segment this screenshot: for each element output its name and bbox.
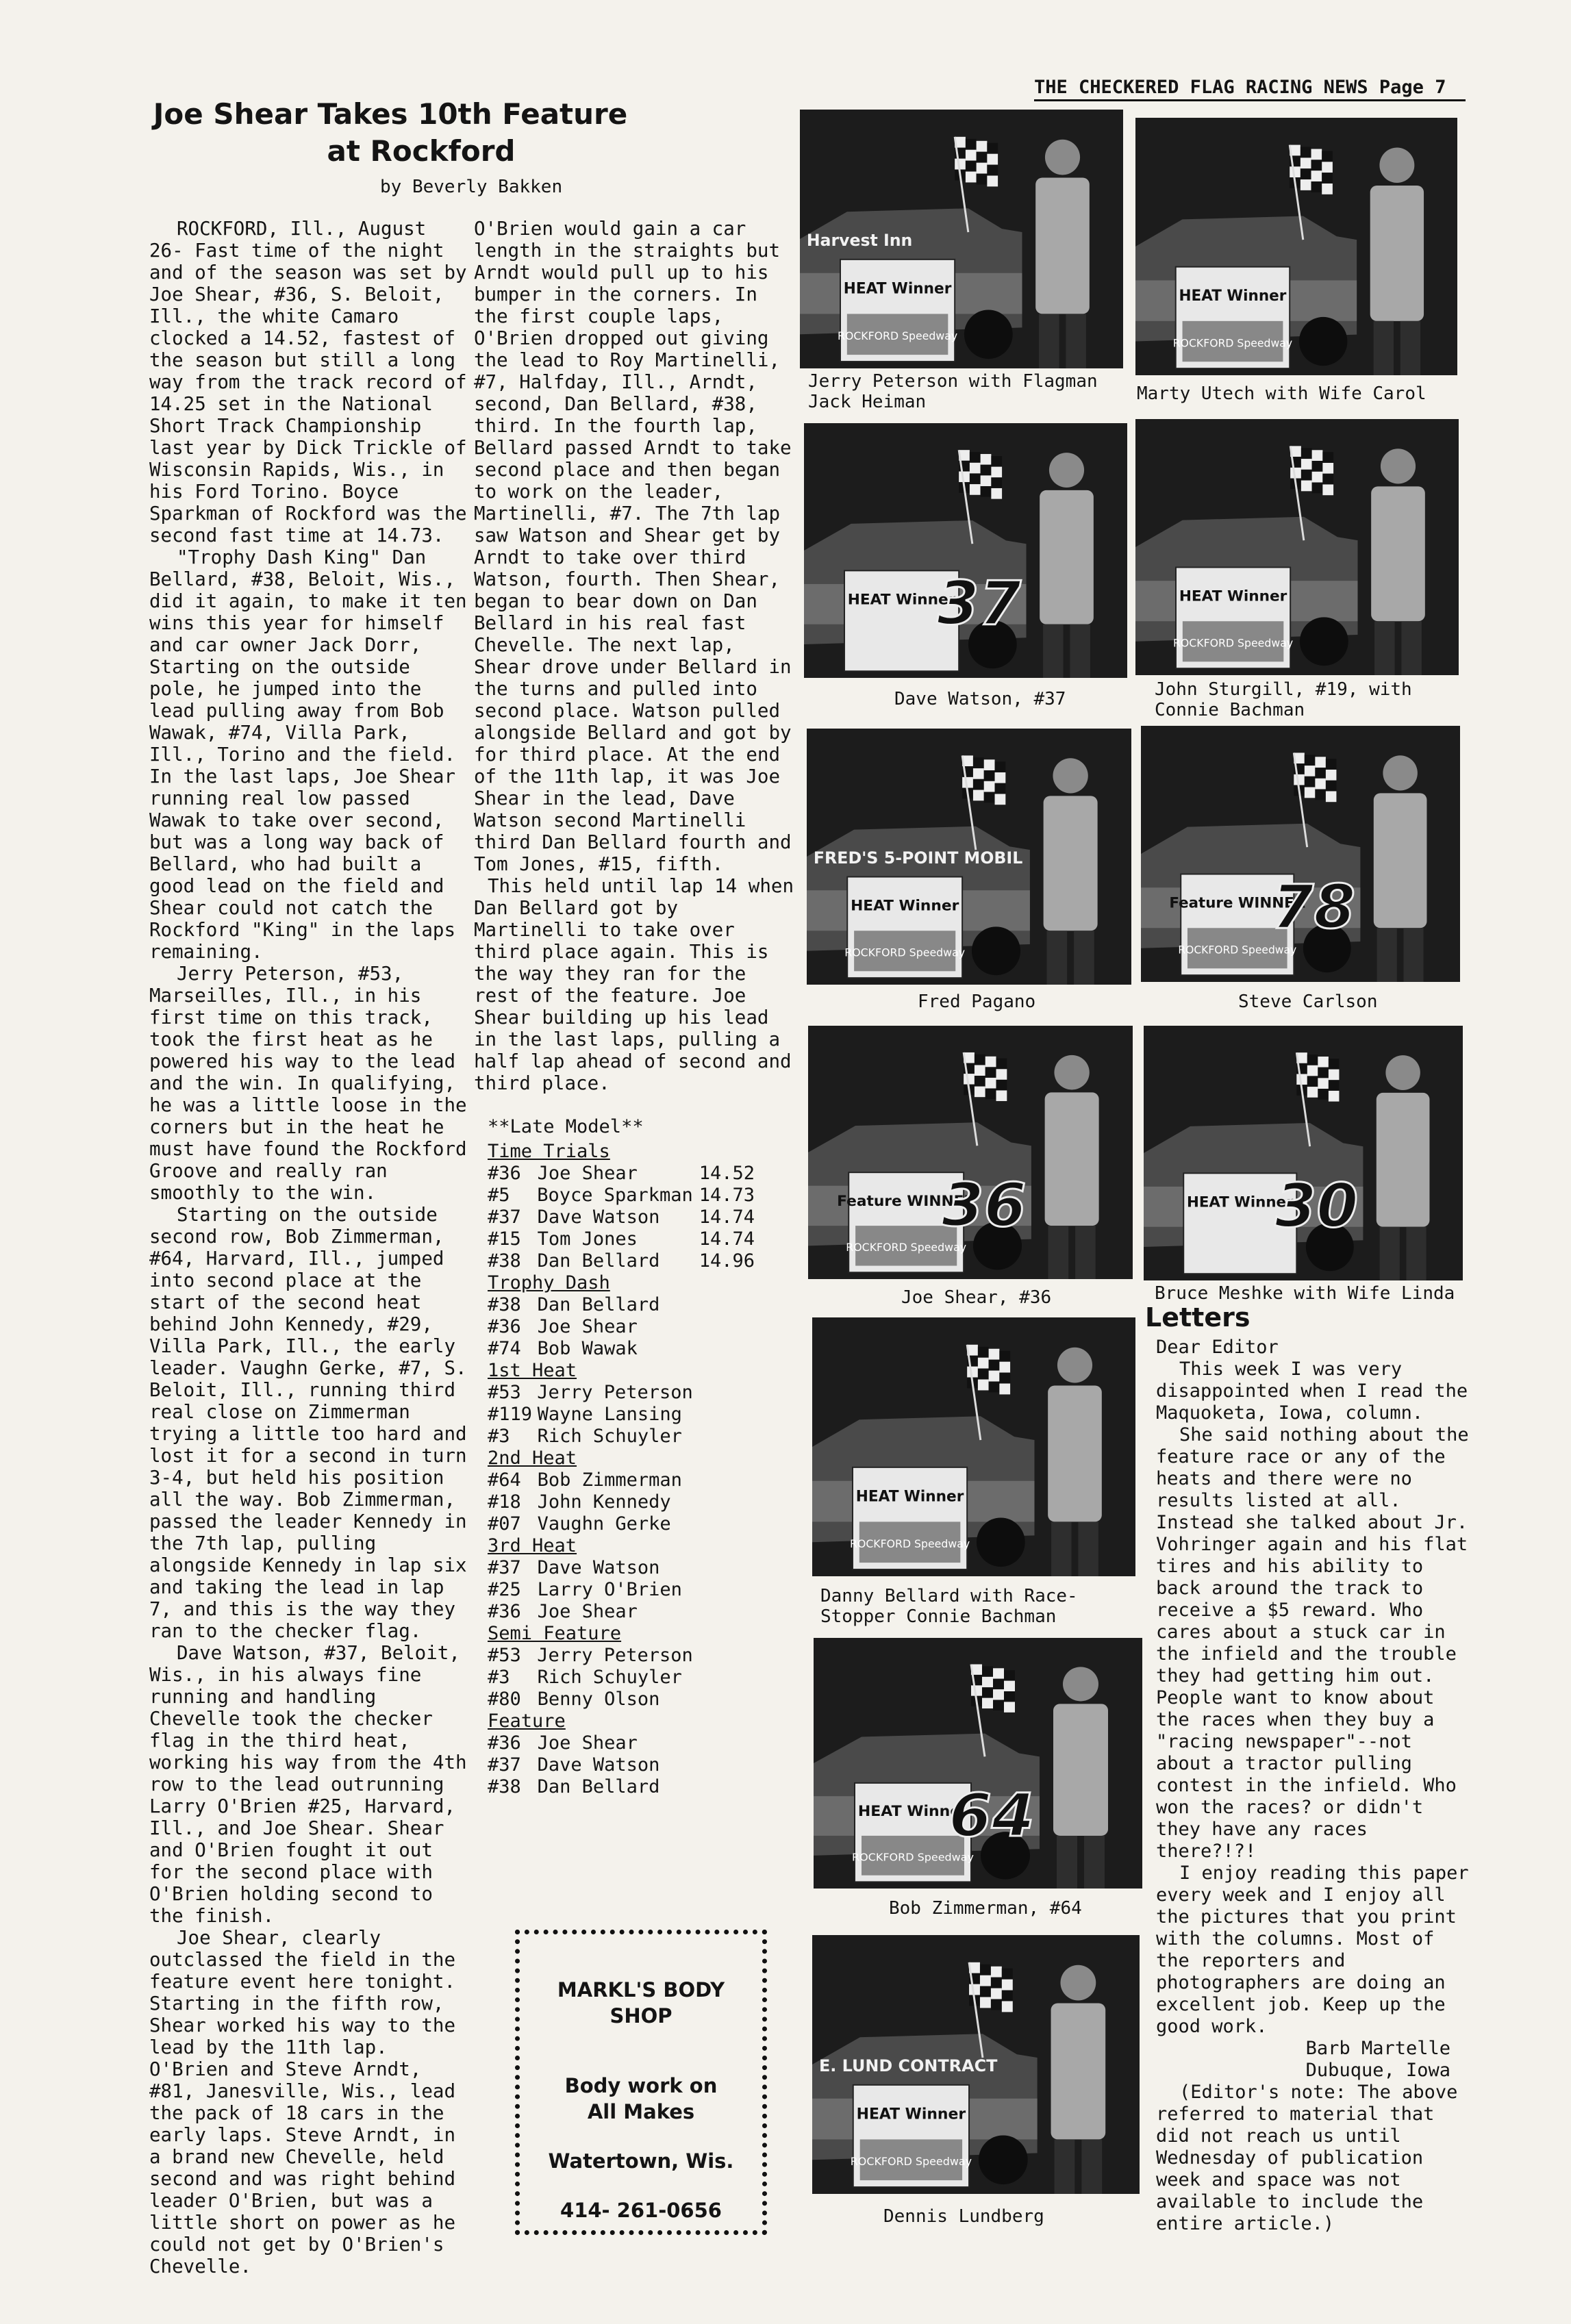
car-number-text: 37	[937, 568, 1022, 639]
article-paragraph: "Trophy Dash King" Dan Bellard, #38, Beloit, Wis., did it again, to make it ten wins this year for himself and car owner Jack Dorr, Starting on the outside pole, he jumped into the lead pulling away from Bob Wawak, #74, Villa Park, Ill., Torino and the field. In the last laps, Joe Shear running real low passed Wawak to take over second, but was a long way back of Bellard, who had built a good lead on the field and Shear could not catch the Rockford "King" in the laps remaining.	[149, 546, 467, 963]
ad-text: SHOP	[609, 2004, 673, 2028]
winner-sign-text: HEAT Winner	[1179, 288, 1287, 305]
article-column-1	[149, 218, 468, 2277]
winner-sign-text: HEAT Winner	[1179, 588, 1287, 605]
results-row	[488, 1645, 755, 1667]
car-sponsor-text: FRED'S 5-POINT MOBIL	[813, 848, 1023, 868]
results-row	[488, 1513, 755, 1535]
car-number-text: 36	[941, 1170, 1027, 1240]
car-number: #37	[488, 1557, 521, 1578]
winner-sign-text: HEAT Winner	[843, 280, 952, 298]
car-number: #18	[488, 1491, 521, 1513]
results-row	[488, 1426, 755, 1448]
photo-caption: Dennis Lundberg	[883, 2206, 1044, 2227]
winner-sign-text: HEAT Winner	[847, 591, 956, 609]
person-body	[1374, 793, 1427, 928]
photo-image	[808, 1026, 1133, 1279]
results-row	[488, 1601, 755, 1623]
person-leg	[1048, 1226, 1069, 1279]
lap-time: 14.74	[699, 1207, 755, 1228]
lap-time	[692, 1579, 755, 1601]
car-number: #53	[488, 1645, 521, 1666]
person-leg	[1403, 928, 1423, 982]
results-row	[488, 1689, 755, 1710]
photo	[1135, 419, 1459, 675]
caption-line: Danny Bellard with Race-	[820, 1586, 1078, 1606]
letter-paragraph: She said nothing about the feature race or any of the heats and there were no results listed at all. Instead she talked about Jr. Vohringer again and his flat tires and his ability to back around the track to receive a $5 reward. Who cares about a stuck car in the infield and the trouble they had getting him out. People want to know about the races when they buy a "racing newspaper"--not about a tractor pulling contest in the infield. Who won the races? or didn't they have any races there?!?!	[1156, 1424, 1469, 1862]
person-leg	[1380, 1227, 1400, 1280]
person-leg	[1057, 1836, 1077, 1889]
letter-paragraph: I enjoy reading this paper every week and I enjoy all the pictures that you print with the columns. Most of the reporters and photographers are doing an excellent job. Keep up the good work.	[1156, 1862, 1469, 2037]
results-row	[488, 1491, 755, 1513]
car-number: #36	[488, 1316, 521, 1337]
driver-name: Wayne Lansing	[537, 1404, 682, 1425]
byline: by Beverly Bakken	[380, 177, 563, 197]
caption-line: John Sturgill, #19, with	[1155, 679, 1412, 700]
person-head	[1054, 1055, 1089, 1090]
driver-name: Dan Bellard	[537, 1250, 660, 1272]
person-body	[1371, 486, 1425, 621]
driver-name: Dave Watson	[537, 1754, 660, 1776]
results-row	[488, 1228, 755, 1250]
results-row	[488, 1163, 755, 1185]
car-number: #38	[488, 1294, 521, 1315]
photo	[812, 1935, 1140, 2194]
photo-caption	[820, 1586, 1078, 1627]
person-leg	[1081, 2139, 1102, 2194]
person-leg	[1043, 624, 1064, 678]
car-number: #25	[488, 1579, 521, 1600]
person-leg	[1039, 314, 1059, 368]
letter-signature-place: Dubuque, Iowa	[1305, 2060, 1450, 2081]
person-head	[1045, 140, 1080, 175]
wheel	[1300, 617, 1348, 666]
photo	[800, 110, 1123, 368]
results-row	[488, 1207, 755, 1228]
race-results	[488, 1116, 755, 1798]
ad-text: Body work on	[564, 2074, 718, 2097]
letters-column	[1156, 1337, 1471, 2235]
car-number: #3	[488, 1426, 510, 1447]
results-row	[488, 1250, 755, 1272]
results-body	[488, 1141, 755, 1798]
article-paragraph: Dave Watson, #37, Beloit, Wis., in his always fine running and handling Chevelle took the checker flag in the third heat, working his way from the 4th row to the lead outrunning Larry O'Brien #25, Harvard, Ill., and Joe Shear. Shear and O'Brien fought it out for the second place with O'Brien holding second to the finish.	[149, 1642, 467, 1927]
wheel	[972, 926, 1020, 975]
advertisement-markls-body-shop	[515, 1930, 767, 2235]
driver-name: Rich Schuyler	[537, 1426, 682, 1447]
person-leg	[1075, 1226, 1096, 1279]
driver-name: Boyce Sparkman	[537, 1185, 693, 1206]
person-leg	[1047, 931, 1068, 985]
car-number: #36	[488, 1163, 521, 1184]
car-number: #5	[488, 1185, 510, 1206]
winner-sign-text: Feature WINNER	[1169, 894, 1306, 912]
driver-name: Joe Shear	[537, 1316, 638, 1337]
driver-name: Benny Olson	[537, 1689, 660, 1710]
driver-name: Joe Shear	[537, 1732, 638, 1754]
car-number: #119	[488, 1404, 533, 1425]
driver-name: Rich Schuyler	[537, 1667, 682, 1688]
person-leg	[1377, 928, 1397, 982]
car-number: #80	[488, 1689, 521, 1710]
photo-caption: Joe Shear, #36	[901, 1287, 1052, 1308]
headline-line-2: at Rockford	[327, 134, 516, 168]
results-row	[488, 1732, 755, 1754]
car-number-text: 78	[1272, 871, 1356, 943]
wheel	[979, 2135, 1028, 2184]
wheel	[1299, 317, 1348, 366]
winner-sign-text: HEAT Winner	[1186, 1193, 1294, 1211]
photo-image	[1135, 118, 1457, 375]
running-head: THE CHECKERED FLAG RACING NEWS Page 7	[1034, 77, 1466, 101]
car-number: #64	[488, 1469, 521, 1491]
lap-time	[692, 1294, 755, 1316]
results-section-heading: 1st Heat	[488, 1360, 577, 1381]
lap-time	[692, 1754, 755, 1776]
speedway-badge-text: ROCKFORD Speedway	[852, 1850, 974, 1864]
ad-text: MARKL'S BODY	[557, 1978, 725, 2001]
person-body	[1048, 1385, 1102, 1521]
winner-sign-text: HEAT Winner	[856, 2106, 966, 2123]
lap-time: 14.74	[699, 1228, 755, 1250]
caption-line: Jack Heiman	[808, 392, 927, 412]
lap-time	[692, 1404, 755, 1426]
photo-caption: Fred Pagano	[918, 992, 1036, 1012]
driver-name: Bob Wawak	[537, 1338, 638, 1359]
results-section-heading: 2nd Heat	[488, 1448, 577, 1469]
person-head	[1385, 1055, 1420, 1090]
wheel	[964, 310, 1013, 359]
ad-service	[520, 2073, 762, 2125]
article-paragraph: Starting on the outside second row, Bob Zimmerman, #64, Harvard, Ill., jumped into second place at the start of the second heat behind John Kennedy, #29, Villa Park, Ill., the early leader. Vaughn Gerke, #7, S. Beloit, Ill., running third real close on Zimmerman trying a little too hard and lost it for a second in turn 3-4, but held his position all the way. Bob Zimmerman, passed the leader Kennedy in the 7th lap, pulling alongside Kennedy in lap six and taking the lead in lap 7, and this is the way they ran to the checker flag.	[149, 1204, 467, 1642]
winner-sign-text: HEAT Winner	[851, 897, 959, 915]
person-leg	[1070, 624, 1090, 678]
speedway-badge-text: ROCKFORD Speedway	[850, 2155, 972, 2169]
person-body	[1370, 186, 1424, 321]
photo	[807, 729, 1131, 985]
driver-name: Bob Zimmerman	[537, 1469, 682, 1491]
wheel	[977, 1517, 1025, 1567]
lap-time	[692, 1426, 755, 1448]
photo	[1135, 118, 1457, 375]
lap-time	[692, 1667, 755, 1689]
results-section-heading: 3rd Heat	[488, 1535, 577, 1556]
lap-time	[692, 1469, 755, 1491]
car-number: #36	[488, 1732, 521, 1754]
car-number: #3	[488, 1667, 510, 1688]
speedway-badge-text: ROCKFORD Speedway	[838, 329, 958, 343]
photo-caption: Dave Watson, #37	[894, 689, 1066, 709]
photo-caption: Steve Carlson	[1238, 992, 1378, 1012]
photo	[814, 1638, 1142, 1889]
person-leg	[1374, 321, 1394, 375]
lap-time	[692, 1601, 755, 1623]
person-body	[1040, 490, 1094, 624]
speedway-badge-text: ROCKFORD Speedway	[844, 946, 966, 959]
lap-time: 14.73	[699, 1185, 755, 1206]
car-number: #15	[488, 1228, 521, 1250]
lap-time	[692, 1316, 755, 1338]
article-paragraph: O'Brien would gain a car length in the straights but Arndt would pull up to his bumper in the corners. In the first couple laps, O'Brien dropped out giving the lead to Roy Martinelli, #7, Halfday, Ill., Arndt, second, Dan Bellard, #38, third. In the fourth lap, Bellard passed Arndt to take second place and then began to work on the leader, Martinelli, #7. The 7th lap saw Watson and Shear get by Arndt to take over third Watson, fourth. Then Shear, began to bear down on Dan Bellard in his real fast Chevelle. The next lap, Shear drove under Bellard in the turns and pulled into second place. Watson pulled alongside Bellard and got by for third place. At the end of the 11th lap, it was Joe Shear in the lead, Dave Watson second Martinelli third Dan Bellard fourth and Tom Jones, #15, fifth.	[474, 218, 792, 875]
lap-time	[692, 1491, 755, 1513]
driver-name: Joe Shear	[537, 1601, 638, 1622]
speedway-badge-text: ROCKFORD Speedway	[1172, 336, 1293, 350]
letter-paragraph: This week I was very disappointed when I read the Maquoketa, Iowa, column.	[1156, 1359, 1468, 1424]
results-section-heading: Trophy Dash	[488, 1272, 610, 1293]
photo-image	[804, 423, 1127, 678]
article-paragraph: This held until lap 14 when Dan Bellard got by Martinelli to take over third place again. This is the way they ran for the rest of the feature. Joe Shear building up his lead in the last laps, pulling a half lap ahead of second and third place.	[474, 875, 794, 1094]
photo-caption	[808, 371, 1098, 412]
photo	[812, 1317, 1135, 1576]
speedway-badge-text: ROCKFORD Speedway	[1172, 636, 1294, 650]
speedway-badge-text: ROCKFORD Speedway	[1178, 943, 1297, 957]
car-sponsor-text: Harvest Inn	[806, 230, 913, 250]
person-head	[1379, 148, 1414, 183]
photo-image	[1141, 726, 1460, 982]
speedway-badge-text: ROCKFORD Speedway	[846, 1241, 967, 1254]
driver-name: Dave Watson	[537, 1557, 660, 1578]
results-row	[488, 1557, 755, 1579]
editor-note: (Editor's note: The above referred to material that did not reach us until Wednesday of publication week and space was not available to include the entire article.)	[1156, 2082, 1458, 2234]
person-head	[1381, 449, 1416, 483]
driver-name: Larry O'Brien	[537, 1579, 682, 1600]
driver-name: Tom Jones	[537, 1228, 638, 1250]
car-number-text: 30	[1274, 1171, 1359, 1241]
person-leg	[1074, 931, 1094, 985]
person-leg	[1084, 1836, 1105, 1889]
results-row	[488, 1316, 755, 1338]
person-head	[1049, 453, 1084, 488]
driver-name: Jerry Peterson	[537, 1382, 693, 1403]
results-row	[488, 1754, 755, 1776]
lap-time	[692, 1689, 755, 1710]
letter-signature-name: Barb Martelle	[1305, 2038, 1450, 2059]
person-body	[1045, 1092, 1099, 1226]
photo-caption: Bruce Meshke with Wife Linda	[1155, 1283, 1455, 1304]
article-column-2	[474, 218, 803, 1094]
car-number: #74	[488, 1338, 521, 1359]
car-number: #38	[488, 1776, 521, 1797]
speedway-badge-text: ROCKFORD Speedway	[850, 1537, 970, 1551]
person-head	[1063, 1667, 1098, 1701]
photo-image	[800, 110, 1123, 368]
person-leg	[1066, 314, 1086, 368]
ad-location: Watertown, Wis.	[548, 2149, 734, 2173]
car-number: #37	[488, 1207, 521, 1228]
lap-time	[692, 1338, 755, 1360]
car-number: #07	[488, 1513, 521, 1534]
lap-time	[693, 1382, 755, 1404]
results-row	[488, 1404, 755, 1426]
driver-name: Dan Bellard	[537, 1776, 660, 1797]
lap-time: 14.96	[699, 1250, 755, 1272]
winner-sign-text: HEAT Winner	[855, 1488, 964, 1506]
person-head	[1383, 755, 1417, 790]
person-body	[1051, 2003, 1106, 2139]
car-number: #53	[488, 1382, 521, 1403]
results-section-heading: Feature	[488, 1710, 566, 1732]
car-number: #38	[488, 1250, 521, 1272]
person-leg	[1051, 1521, 1072, 1576]
person-head	[1053, 758, 1088, 793]
photo-image	[814, 1638, 1142, 1889]
results-row	[488, 1776, 755, 1798]
results-row	[488, 1185, 755, 1207]
driver-name: Dan Bellard	[537, 1294, 660, 1315]
person-leg	[1406, 1227, 1426, 1280]
photo	[1141, 726, 1460, 982]
results-title: **Late Model**	[488, 1116, 644, 1137]
photo-caption: Bob Zimmerman, #64	[889, 1898, 1082, 1919]
winner-sign-text: Feature WINNER	[837, 1193, 976, 1210]
article-paragraph: Jerry Peterson, #53, Marseilles, Ill., in his first time on this track, took the first heat as he powered his way to the lead and the win. In qualifying, he was a little loose in the corners but in the heat he must have found the Rockford Groove and really ran smoothly to the win.	[149, 963, 467, 1204]
car-sponsor-text: E. LUND CONTRACT	[818, 2056, 998, 2075]
person-leg	[1078, 1521, 1098, 1576]
person-body	[1044, 796, 1098, 931]
headline-line-1: Joe Shear Takes 10th Feature	[153, 97, 628, 131]
lap-time	[692, 1732, 755, 1754]
photo	[1144, 1026, 1463, 1280]
photo-image	[812, 1935, 1140, 2194]
photo-image	[812, 1317, 1135, 1576]
person-leg	[1401, 621, 1422, 675]
person-body	[1035, 177, 1090, 314]
letter-salutation: Dear Editor	[1156, 1337, 1279, 1358]
results-row	[488, 1469, 755, 1491]
person-head	[1057, 1348, 1092, 1383]
photo	[804, 423, 1127, 678]
caption-line: Jerry Peterson with Flagman	[808, 371, 1098, 392]
caption-line: Stopper Connie Bachman	[820, 1606, 1057, 1627]
headline	[130, 96, 671, 170]
person-head	[1060, 1965, 1096, 2001]
person-body	[1377, 1093, 1430, 1227]
person-body	[1053, 1704, 1108, 1836]
person-leg	[1374, 621, 1395, 675]
photo-caption	[1155, 679, 1412, 720]
lap-time	[692, 1557, 755, 1579]
driver-name: John Kennedy	[537, 1491, 671, 1513]
photo-image	[807, 729, 1131, 985]
photo-image	[1135, 419, 1459, 675]
car-number: #36	[488, 1601, 521, 1622]
article-paragraph: ROCKFORD, Ill., August 26- Fast time of the night and of the season was set by Joe Shear, #36, S. Beloit, Ill., the white Camaro clocked a 14.52, fastest of the season but still a long way from the track record of 14.25 set in the National Short Track Championship last year by Dick Trickle of Wisconsin Rapids, Wis., in his Ford Torino. Boyce Sparkman of Rockford was the second fast time at 14.73.	[149, 218, 467, 546]
article-paragraph: Joe Shear, clearly outclassed the field in the feature event here tonight. Starting in the fifth row, Shear worked his way to the lead by the 11th lap. O'Brien and Steve Arndt, #81, Janesville, Wis., lead the pack of 18 cars in the early laps. Steve Arndt, in a brand new Chevelle, held second and was right behind leader O'Brien, but was a little short on power as he could not get by O'Brien's Chevelle.	[149, 1927, 456, 2277]
driver-name: Jerry Peterson	[537, 1645, 693, 1666]
car-number-text: 64	[948, 1780, 1035, 1850]
results-row	[488, 1382, 755, 1404]
caption-line: Connie Bachman	[1155, 700, 1305, 720]
person-leg	[1400, 321, 1420, 375]
photo-image	[1144, 1026, 1463, 1280]
ad-phone: 414- 261-0656	[560, 2199, 722, 2222]
lap-time	[692, 1776, 755, 1798]
driver-name: Vaughn Gerke	[537, 1513, 671, 1534]
results-row	[488, 1338, 755, 1360]
photo	[808, 1026, 1133, 1279]
results-row	[488, 1579, 755, 1601]
letters-heading: Letters	[1145, 1302, 1250, 1332]
driver-name: Dave Watson	[537, 1207, 660, 1228]
results-section-heading: Semi Feature	[488, 1623, 622, 1644]
photo-caption: Marty Utech with Wife Carol	[1137, 383, 1427, 404]
results-section-heading: Time Trials	[488, 1141, 610, 1162]
car-number: #37	[488, 1754, 521, 1776]
ad-text: All Makes	[587, 2100, 695, 2123]
lap-time	[693, 1645, 755, 1667]
driver-name: Joe Shear	[537, 1163, 638, 1184]
winner-sign-text: HEAT Winner	[857, 1803, 968, 1820]
person-leg	[1055, 2139, 1075, 2194]
results-row	[488, 1667, 755, 1689]
results-row	[488, 1294, 755, 1316]
lap-time	[692, 1513, 755, 1535]
ad-business-name	[520, 1977, 762, 2029]
lap-time: 14.52	[699, 1163, 755, 1184]
